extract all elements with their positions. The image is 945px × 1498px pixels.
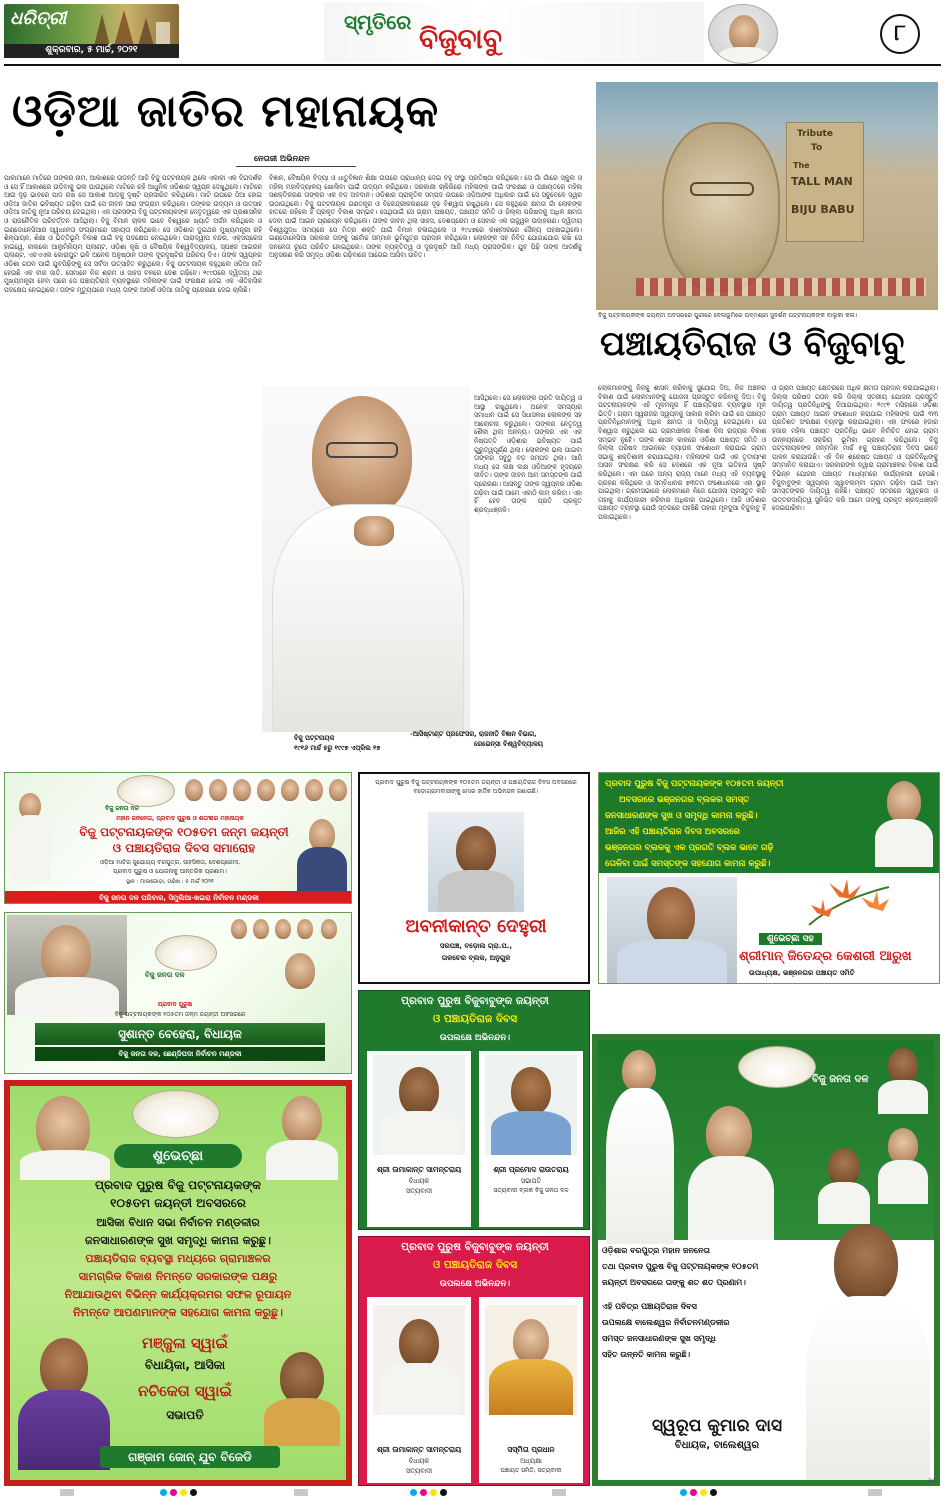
section-banner	[324, 2, 704, 62]
lily-flower-icon	[799, 879, 899, 927]
ad5-p1-place: ସତ୍ୟବାଦୀ	[405, 1187, 433, 1195]
magenta-swatch	[420, 1489, 427, 1496]
ad8-line1: ଓଡ଼ିଶାର ବରପୁତ୍ର ମହାନ ଜନନେତା	[602, 1246, 710, 1255]
sand-tribute-block	[786, 122, 864, 242]
glasses-shape	[326, 442, 398, 458]
ad4-person-photo	[607, 877, 737, 983]
ad5-photo-1	[373, 1055, 465, 1155]
ad6-line1: ପ୍ରବାଦ ପୁରୁଷ ବିଜୁବାବୁଙ୍କ ଜୟନ୍ତୀ	[401, 1241, 549, 1253]
ad7-line3: ଆସିକା ବିଧାନ ସଭା ନିର୍ବାଚନ ମଣ୍ଡଳୀର	[96, 1216, 260, 1229]
ad8-line7: ସହିତ ଉନ୍ନତି କାମନା କରୁଛି।	[602, 1350, 691, 1359]
ad5-p2-title: ସଭାପତି	[520, 1177, 542, 1185]
article2-column-2: ଓ ଗ୍ରାମ ପଞ୍ଚାୟତ କ୍ଷେତ୍ରରେ ଅଧିକ କ୍ଷମତା ପ୍ରଦାନ କରାଯାଇଥିଲା। ଜିଲ୍ଲା ପରିଷଦ ଗଠନ କରି ଜିଲ୍ଲା ସ୍ତରୀୟ ଯୋଜନା ପ୍ରସ୍ତୁତି ଦାୟିତ୍ୱ ପ୍ରତିନିଧିଙ୍କୁ ଦିଆଯାଇଥିଲା। ୧୯୯୧ ମସିହାରେ ଓଡ଼ିଶା ଗ୍ରାମ ପଞ୍ଚାୟତ ଆଇନ ସଂଶୋଧନ କରାଯାଇ ମହିଳାଙ୍କ ପାଇଁ ୩୩ ପ୍ରତିଶତ ସଂରକ୍ଷଣ ବ୍ୟବସ୍ଥା କରାଯାଇଥିଲା। ଏହା ଫଳରେ ହଜାର ହଜାର ମହିଳା ପଞ୍ଚାୟତ ପ୍ରତିନିଧି ଭାବେ ନିର୍ବାଚିତ ହୋଇ ଗ୍ରାମ ଉନ୍ନୟନରେ ସକ୍ରିୟ ଭୂମିକା ଗ୍ରହଣ କରିଥିଲେ। ବିଜୁ ପଟ୍ଟନାୟକଙ୍କ ଜନ୍ମଦିନ ମାର୍ଚ୍ଚ ୫କୁ ପଞ୍ଚାୟତିରାଜ ଦିବସ ଭାବେ ପାଳନ କରାଯାଉଛି। ଏହି ଦିନ ଶ୍ରେଷ୍ଠ ପଞ୍ଚାୟତ ଓ ପ୍ରତିନିଧିଙ୍କୁ ସମ୍ମାନିତ କରାଯାଏ। ସରକାରଙ୍କ ଦ୍ୱାରା ଗ୍ରାମାଞ୍ଚଳର ବିକାଶ ପାଇଁ ବିଭିନ୍ନ ଯୋଜନା ପଞ୍ଚାୟତ ମାଧ୍ୟମରେ କାର୍ଯ୍ୟକାରୀ ହେଉଛି। ବିଜୁବାବୁଙ୍କ ସ୍ୱପ୍ନର ସ୍ୱାବଲମ୍ବୀ ଗ୍ରାମ ଗଢ଼ିବା ପାଇଁ ଆମ ସମସ୍ତଙ୍କର ଦାୟିତ୍ୱ ରହିଛି। ପଞ୍ଚାୟତ ସ୍ତରରେ ସ୍ୱଚ୍ଛତା ଓ ଉତ୍ତରଦାୟିତ୍ୱ ସୁନିଶ୍ଚିତ କରି ଆମେ ତାଙ୍କୁ ପ୍ରକୃତ ଶ୍ରଦ୍ଧାଞ୍ଜଳି ଦେଇପାରିବା।	[772, 384, 938, 513]
ad8-leader-4	[816, 1144, 872, 1224]
ad4-leader-portrait	[871, 775, 937, 867]
ad6-photo-1	[373, 1305, 465, 1415]
ad6-card-2	[479, 1297, 583, 1483]
yellow-swatch	[700, 1489, 707, 1496]
cyan-swatch	[680, 1489, 687, 1496]
ad-swarup	[592, 1034, 940, 1486]
article1-col2b-text: ଆସିଥିଲେ। ସେ ଲୋକଙ୍କ ପ୍ରତି ଦାୟିତ୍ୱ ଓ ଆସ୍ଥା ରଖୁଥିଲେ। ଅନେକ ସମସ୍ୟାର ସମାଧାନ ପାଇଁ ସେ ସିଧାସଳଖ ଲୋକଙ୍କ ସହ ଆଲୋଚନା କରୁଥିଲେ। ତାଙ୍କର ନେତୃତ୍ୱ ଶୈଳୀ ଥିଲା ଅନନ୍ୟ। ତାଙ୍କର ଏକ ଏକ ନିଷ୍ପତ୍ତି ଓଡ଼ିଶାର ଭବିଷ୍ୟତ ପାଇଁ ଗୁରୁତ୍ୱପୂର୍ଣ୍ଣ ଥିଲା। ଲୋକଙ୍କ ଭଲ ପାଇବା ତାଙ୍କର ସବୁଠୁ ବଡ଼ ସମ୍ପଦ ଥିଲା। ଆଜି ମଧ୍ୟ ସେ ଲକ୍ଷ ଲକ୍ଷ ଓଡ଼ିଆଙ୍କ ହୃଦୟରେ ଜୀବିତ। ତାଙ୍କ ଜୀବନ ଆମ ସମସ୍ତଙ୍କ ପାଇଁ ପ୍ରେରଣା। ଆସନ୍ତୁ ତାଙ୍କ ସ୍ୱପ୍ନର ଓଡ଼ିଶା ଗଢ଼ିବା ପାଇଁ ଆମେ ଏକାଠି କାମ କରିବା। ଏହା ହିଁ ହେବ ତାଙ୍କ ପ୍ରତି ପ୍ରକୃତ ଶ୍ରଦ୍ଧାଞ୍ଜଳି।	[474, 394, 582, 514]
temple-graphic	[84, 8, 174, 46]
conch-shell-icon	[738, 1046, 816, 1088]
ad7-line6: ସାମଗ୍ରିକ ବିକାଶ ନିମନ୍ତେ ସରକାରଙ୍କ ପକ୍ଷରୁ	[78, 1270, 278, 1283]
ad6-p1-title: ବିଧାୟକ	[408, 1457, 430, 1465]
ad5-line3: ଉପଲକ୍ଷେ ଅଭିନନ୍ଦନ।	[439, 1033, 511, 1043]
ad6-photo-2	[485, 1305, 577, 1415]
ad8-leader-5	[876, 1124, 930, 1204]
yellow-swatch	[430, 1489, 437, 1496]
section-prefix: ସ୍ମୃତିରେ	[344, 10, 412, 34]
black-swatch	[190, 1489, 197, 1496]
sand-glasses	[690, 182, 754, 196]
article2-headline: ପଞ୍ଚାୟତିରାଜ ଓ ବିଜୁବାବୁ	[600, 324, 905, 364]
ad1-leader-photo	[11, 791, 51, 881]
ad7-name2: ନଚିକେତା ସ୍ୱାଇଁ	[138, 1382, 232, 1400]
article2-column-1: ଲୋକମାନଙ୍କୁ ନିଜକୁ ଶାସନ କରିବାକୁ ସୁଯୋଗ ଦିଅ, ନିଜ ଅଞ୍ଚଳର ବିକାଶ ପାଇଁ ଲୋକମାନଙ୍କୁ ଯୋଜନା ପ୍ରସ୍ତୁତ କରିବାକୁ ଦିଅ। ବିଜୁ ପଟ୍ଟନାୟକଙ୍କ ଏହି ମୂଳମନ୍ତ୍ର ହିଁ ପଞ୍ଚାୟତିରାଜ ବ୍ୟବସ୍ଥାର ମୂଳ ଭିତ୍ତି। ଗ୍ରାମ ସ୍ୱରାଜର ସ୍ୱପ୍ନକୁ ସାକାର କରିବା ପାଇଁ ସେ ପଞ୍ଚାୟତ ପ୍ରତିନିଧିମାନଙ୍କୁ ଅଧିକ କ୍ଷମତା ଓ ଦାୟିତ୍ୱ ଦେଇଥିଲେ। ସେ ବିଶ୍ୱାସ କରୁଥିଲେ ଯେ ଗ୍ରାମାଞ୍ଚଳର ବିକାଶ ବିନା ରାଜ୍ୟର ବିକାଶ ସମ୍ଭବ ନୁହେଁ। ତାଙ୍କ ଶାସନ କାଳରେ ଓଡ଼ିଶା ପଞ୍ଚାୟତ ସମିତି ଓ ଜିଲ୍ଲା ପରିଷଦ ଆଇନରେ ବ୍ୟାପକ ସଂଶୋଧନ କରାଯାଇ ଗ୍ରାମ ସଭାକୁ ଶକ୍ତିଶାଳୀ କରାଯାଇଥିଲା। ମହିଳାଙ୍କ ପାଇଁ ଏକ ତୃତୀୟାଂଶ ଆସନ ସଂରକ୍ଷଣ କରି ସେ ଦେଶରେ ଏକ ନୂଆ ଇତିହାସ ସୃଷ୍ଟି କରିଥିଲେ। ଏହା ପରେ ଅନ୍ୟ ରାଜ୍ୟ ମାନେ ମଧ୍ୟ ଏହି ବ୍ୟବସ୍ଥାକୁ ଗ୍ରହଣ କରିଥିଲେ ଓ ସମ୍ବିଧାନର ୭୩ତମ ସଂଶୋଧନରେ ଏହା ସ୍ଥାନ ପାଇଥିଲା। ଗ୍ରାମସଭାରେ ଲୋକମାନେ ନିଜେ ଯୋଜନା ପ୍ରସ୍ତୁତ କରି ତାହାକୁ କାର୍ଯ୍ୟକାରୀ କରିବାର ଅଧିକାର ପାଇଥିଲେ। ଆଜି ଓଡ଼ିଶାର ପଞ୍ଚାୟତ ବ୍ୟବସ୍ଥା ଯେଉଁ ସ୍ତରରେ ପହଞ୍ଚିଛି ତାହାର ମୂଳଦୁଆ ବିଜୁବାବୁ ହିଁ ପକାଇଥିଲେ।	[598, 384, 766, 521]
date-bar	[4, 44, 179, 58]
ad1-venue: ସ୍ଥାନ : ମାଲଗୋଡ଼ା, ତାରିଖ : ୫ ମାର୍ଚ୍ଚ ୨୦୨୧	[126, 879, 214, 885]
ad1-leaders-row	[181, 775, 351, 809]
ad-umakanta-sasmita	[358, 1236, 590, 1486]
magenta-swatch	[690, 1489, 697, 1496]
ad-aska-manjula	[4, 1080, 352, 1486]
article-leader	[4, 80, 586, 762]
black-swatch	[440, 1489, 447, 1496]
ad1-party: ବିଜୁ ଜନତା ଦଳ	[105, 805, 139, 812]
ad4-line1: ପ୍ରବାଦ ପୁରୁଷ ବିଜୁ ପଟ୍ଟନାୟକଙ୍କ ୧୦୫ତମ ଜୟନ୍ତୀ	[605, 779, 784, 789]
ad4-line4: ଆଜିର ଏହି ପଞ୍ଚାୟତିରାଜ ଦିବସ ଅବସରରେ	[605, 827, 740, 837]
yellow-swatch	[180, 1489, 187, 1496]
author-sign: -ଆସିଷ୍ଟାଣ୍ଟ ପ୍ରଫେସର, ରାଜନୀତି ବିଜ୍ଞାନ ବିଭାଗ,	[410, 730, 537, 738]
tribute-line-1: Tribute	[797, 129, 833, 139]
ad2-leaders	[225, 917, 349, 997]
tribute-line-3: The	[793, 161, 810, 170]
ad8-inner	[598, 1040, 934, 1480]
ad1-line3: ଓ ପଞ୍ଚାୟତିରାଜ ଦିବସ ସମାରୋହ	[112, 841, 256, 855]
ad2-party: ବିଜୁ ଜନତା ଦଳ	[145, 971, 185, 979]
conch-shell-icon	[155, 935, 217, 971]
article1-photo	[262, 386, 470, 732]
ad6-line3: ଉପଲକ୍ଷେ ଅଭିନନ୍ଦନ।	[439, 1279, 511, 1289]
print-bar	[294, 1489, 308, 1496]
ad5-photo-2	[485, 1055, 577, 1155]
author-sign-2: ରେଭେନ୍ସା ବିଶ୍ୱବିଦ୍ୟାଳୟ	[474, 740, 543, 748]
ad8-line2: ତଥା ପ୍ରବାଦ ପୁରୁଷ ବିଜୁ ପଟ୍ଟନାୟକଙ୍କ ୧୦୫ତମ	[602, 1262, 759, 1271]
ad4-title: ଉପାଧ୍ୟକ୍ଷ, ଭଞ୍ଜନଗର ପଞ୍ଚାୟତ ସମିତି	[749, 969, 855, 977]
sand-art-photo	[596, 82, 938, 310]
tribute-line-4: TALL MAN	[791, 175, 853, 188]
ad5-card-2	[479, 1051, 583, 1227]
ad7-line4: ଜନସାଧାରଣଙ୍କ ସୁଖ ସମୃଦ୍ଧି କାମନା କରୁଛୁ।	[85, 1234, 271, 1247]
ad7-line2: ୧୦୫ତମ ଜୟନ୍ତୀ ଅବସରରେ	[110, 1196, 246, 1210]
tribute-line-2: To	[811, 143, 823, 153]
ad2-name: ସୁଶାନ୍ତ ବେହେରା, ବିଧାୟକ	[35, 1023, 325, 1045]
ad7-leader-left	[14, 1090, 114, 1180]
section-name: ବିଜୁବାବୁ	[419, 22, 503, 55]
ad6-card-1	[367, 1297, 471, 1483]
cyan-swatch	[410, 1489, 417, 1496]
ad6-p1-place: ସତ୍ୟବାଦୀ	[405, 1467, 433, 1475]
ad1-line4: ଓଡ଼ିଆ ମାଟିର ସୁଯୋଗ୍ୟ ବରପୁତ୍ର, ସାହସିକତା, ଦେଶପ୍ରେମୀ,	[99, 859, 241, 866]
ad5-card-1	[367, 1051, 471, 1227]
masthead-portrait	[708, 4, 778, 64]
ad-abanikanta	[358, 772, 590, 984]
ad8-name: ସ୍ୱରୂପ କୁମାର ଦାସ	[651, 1416, 783, 1436]
photo-caption: ବିଜୁ ପଟ୍ଟନାୟକ	[294, 734, 335, 742]
ad8-line6: ସମସ୍ତ ଜନସାଧାରଣଙ୍କ ସୁଖ ସମୃଦ୍ଧି	[602, 1334, 716, 1343]
ad7-person-1	[14, 1330, 114, 1470]
ad3-title: ସରପଞ୍ଚ, ବଡ଼ୋଲ ଗ୍ରା.ପ.,	[439, 942, 513, 950]
ad7-line7: ନିଆଯାଉଥିବା ବିଭିନ୍ନ କାର୍ଯ୍ୟକ୍ରମର ସଫଳ ରୂପାୟନ	[64, 1288, 292, 1301]
ad7-greeting: ଶୁଭେଚ୍ଛା	[114, 1144, 242, 1168]
ad7-name1: ମଞ୍ଜୁଳା ସ୍ୱାଇଁ	[142, 1334, 228, 1352]
ad7-title1: ବିଧାୟିକା, ଆସିକା	[144, 1358, 226, 1372]
ad2-line2: ବିଜୁ ପଟ୍ଟନାୟକଙ୍କ ୧୦୫ତମ ଜନ୍ମ ଜୟନ୍ତୀ ଅବସରରେ	[114, 1011, 246, 1018]
ad6-p2-title: ଅଧ୍ୟକ୍ଷା	[520, 1457, 542, 1465]
ad5-p1-name: ଶ୍ରୀ ଉମାକାନ୍ତ ସାମନ୍ତରାୟ	[376, 1165, 462, 1174]
ad2-footer: ବିଜୁ ଜନତା ଦଳ, ଛେଣ୍ଡିପଦା ନିର୍ବାଚନ ମଣ୍ଡଳୀ	[35, 1047, 325, 1061]
ad4-line3: ଜନସାଧାରଣଙ୍କ ସୁଖ ଓ ସମୃଦ୍ଧି କାମନା କରୁଛି।	[605, 811, 758, 821]
cyan-swatch	[160, 1489, 167, 1496]
ad5-p2-place: ସତ୍ୟବାଦୀ ବ୍ଲକ ବିଜୁ ଜନତା ଦଳ	[493, 1187, 569, 1194]
article1-column-1: ପାକାମାନେ ମାତିରେ ତାଙ୍କର ନାମ, ଆକାଶରେ ଉଡ଼ନ୍ତି ଆଜି ବିଜୁ ପଟ୍ଟନାୟକ ଥିଲେ ଏକାକୀ ଏକ ଦିଗଦର୍ଶକ ଓ ସେ ହିଁ ଆକାଶରେ ଉଡ଼ିବାକୁ ଭଲ ପାଉଥିଲେ ମାଟିରେ ରହି ଆଧୁନିକ ଓଡ଼ିଶାର ସ୍ୱପ୍ନ ଦେଖୁଥିଲେ। ମାଟିରେ ଆଉ ଦୃଢ଼ ଭାବରେ ପାଦ ରଖି ସେ ଆକାଶ ଆଡ଼କୁ ଦୃଷ୍ଟି ପ୍ରସାରିତ କରିଥିଲେ। ମାଟି ଉପରେ ଠିଆ ହୋଇ ଓଡ଼ିଆ ଜାତିର ଭବିଷ୍ୟତ ଗଢ଼ିବା ପାଇଁ ସେ ଜୀବନ ସାରା ସଂଗ୍ରାମ କରିଥିଲେ। ତାଙ୍କର ଉଦ୍ୟମ ଓ ଉତ୍ସାହ ଓଡ଼ିଆ ଜାତିକୁ ନୂଆ ପରିଚୟ ଦେଇଥିଲା। ଏକ ପ୍ରସଙ୍ଗ ବିଜୁ ପଟ୍ଟନାୟକଙ୍କ ନେତୃତ୍ୱରେ ଏକ ପ୍ରଶାସନିକ ଓ ରାଜନୈତିକ ପରିବର୍ତ୍ତନ ଆସିଥିଲା। ବିଜୁ ବିମାନ ଚାଳକ ଭାବେ ବିଶ୍ୱରେ ଖ୍ୟାତି ଅର୍ଜନ କରିଥିଲେ ଓ ଇଣ୍ଡୋନେସିଆର ସ୍ୱାଧୀନତା ସଂଗ୍ରାମରେ ସହାୟତା କରିଥିଲେ। ସେ ଓଡ଼ିଶାର ଦୁଇଥର ମୁଖ୍ୟମନ୍ତ୍ରୀ ରହି ଶିଳ୍ପାୟନ, ଶିକ୍ଷା ଓ ଭିତ୍ତିଭୂମି ବିକାଶ ପାଇଁ ବହୁ ପଦକ୍ଷେପ ନେଇଥିଲେ। ପାରାଦ୍ୱୀପ ବନ୍ଦର, ଏକ୍ସପ୍ରେସ ହାଇୱେ, ନାଲକୋ ଆଲୁମିନିୟମ ପ୍ଲାଣ୍ଟ, ଓଡ଼ିଶା କୃଷି ଓ ବୈଷୟିକ ବିଶ୍ୱବିଦ୍ୟାଳୟ, ସ୍ପଞ୍ଜ ଆଇରନ ପ୍ଲାଣ୍ଟ, ଏଚଏଏଲ କୋରାପୁଟ ଭଳି ଅନେକ ଅନୁଷ୍ଠାନ ତାଙ୍କ ଦୂରଦୃଷ୍ଟିର ପରିଚୟ ଦିଏ। ତାଙ୍କ ସ୍ୱପ୍ନର ଓଡ଼ିଶା ଗଠନ ପାଇଁ ଯୁବପିଢ଼ିଙ୍କୁ ସେ ସର୍ବଦା ଉତ୍ସାହିତ କରୁଥିଲେ। ବିଜୁ ପଟ୍ଟନାୟକ କହୁଥିଲେ ଓଡ଼ିଆ ଜାତି ହେଉଛି ଏକ ବୀର ଜାତି, ସେମାନେ ନିଜ ଶ୍ରମ ଓ ସାହସ ବଳରେ ଦେଶ ଗଢ଼ିବେ। ୧୯୯୦ରେ ଦ୍ୱିତୀୟ ଥର ମୁଖ୍ୟମନ୍ତ୍ରୀ ହେବା ପରେ ସେ ପଞ୍ଚାୟତିରାଜ ବ୍ୟବସ୍ଥାରେ ମହିଳାଙ୍କ ପାଇଁ ସଂରକ୍ଷଣ ଦେଇ ଏକ ଐତିହାସିକ ପଦକ୍ଷେପ ନେଇଥିଲେ। ତାଙ୍କ ମୃତ୍ୟୁପରେ ମଧ୍ୟ ତାଙ୍କ ଆଦର୍ଶ ଓଡ଼ିଆ ଜାତିକୁ ପ୍ରେରଣା ଦେଇ ଚାଲିଛି।	[4, 174, 262, 294]
ad4-name: ଶ୍ରୀମାନ୍ ଜିତେନ୍ଦ୍ର କେଶରୀ ଆରୁଖ	[739, 949, 912, 964]
ad3-photo	[428, 812, 524, 912]
ad3-place: ତାଳଚେର ବ୍ଲକ, ଅନୁଗୁଳ	[441, 954, 511, 962]
sand-pattern-band	[636, 278, 926, 296]
ad6-p1-name: ଶ୍ରୀ ଉମାକାନ୍ତ ସାମନ୍ତରାୟ	[376, 1445, 462, 1454]
ad8-leader-2	[682, 1100, 778, 1240]
ad4-line2: ଅବସରରେ ଭଞ୍ଜନଗର ବ୍ଲକର ସମସ୍ତ	[619, 795, 750, 805]
article1-byline: ନେତାଜୀ ଅଭିନନ୍ଦନ	[254, 154, 310, 163]
ad4-line5: ଭଞ୍ଜନଗର ବ୍ଲକକୁ ଏକ ପ୍ରଗତି ବ୍ଲକ ଭାବେ ଗଢ଼ି	[605, 843, 774, 853]
ad7-person-2	[260, 1346, 344, 1446]
ad1-footer: ବିଜୁ ଜନତା ଦଳ ପରିବାର, ସିମୁଲିଆ-ଖଇରା ନିର୍ବାଚନ ମଣ୍ଡଳୀ	[5, 891, 352, 904]
ad6-line2: ଓ ପଞ୍ଚାୟତିରାଜ ଦିବସ	[432, 1259, 518, 1271]
ad2-leader-portrait	[7, 915, 127, 1015]
issue-date: ଶୁକ୍ରବାର, ୫ ମାର୍ଚ୍ଚ, ୨୦୨୧	[45, 45, 138, 55]
ad8-title: ବିଧାୟକ, ବାଲେଶ୍ୱର	[674, 1440, 760, 1451]
ad8-line5: ଉପଲକ୍ଷେ ବାଲେଶ୍ୱର ନିର୍ବାଚନମଣ୍ଡଳୀର	[602, 1318, 730, 1327]
ad7-line5: ପଞ୍ଚାୟତିରାଜ ବ୍ୟବସ୍ଥା ମଧ୍ୟରେ ଗ୍ରାମାଞ୍ଚଳର	[85, 1252, 271, 1265]
ad7-title2: ସଭାପତି	[166, 1408, 204, 1422]
ad3-name: ଅବନୀକାନ୍ତ ଦେହୁରୀ	[405, 916, 547, 937]
print-bar	[552, 1489, 566, 1496]
ad8-line3: ଜୟନ୍ତୀ ଅବସରରେ ତାଙ୍କୁ ଶତ ଶତ ପ୍ରଣାମ।	[602, 1278, 746, 1287]
ad5-p1-title: ବିଧାୟକ	[408, 1177, 430, 1185]
ad6-p2-place: ପଞ୍ଚାୟତ ସମିତି, ସତ୍ୟବାଦୀ	[500, 1467, 562, 1474]
article1-headline: ଓଡ଼ିଆ ଜାତିର ମହାନାୟକ	[12, 86, 440, 137]
photo-dates: ୧୯୧୬ ମାର୍ଚ୍ଚ ୫ରୁ ୧୯୯୭ ଏପ୍ରିଲ ୧୭	[294, 744, 381, 752]
conch-shell-icon	[117, 775, 175, 807]
ad2-line1: ପ୍ରବାଦ ପୁରୁଷ	[157, 1001, 193, 1008]
ad5-line2: ଓ ପଞ୍ଚାୟତିରାଜ ଦିବସ	[432, 1013, 518, 1025]
ad8-party: ବିଜୁ ଜନତା ଦଳ	[812, 1074, 869, 1085]
page-number: ୮	[894, 21, 906, 46]
masthead-rule	[4, 64, 941, 66]
article1-column-2b	[474, 394, 582, 724]
ad1-right-photo	[295, 811, 349, 891]
ad1-line5: ପ୍ରବାଦ ପୁରୁଷ ଓ ଯୋଜନାକୁ ଆନ୍ତରିକ ପ୍ରଣାମ।	[113, 868, 227, 875]
ad8-line4: ଏହି ପବିତ୍ର ପଞ୍ଚାୟତିରାଜ ଦିବସ	[602, 1302, 697, 1311]
ad7-line1: ପ୍ରବାଦ ପୁରୁଷ ବିଜୁ ପଟ୍ଟନାୟକଙ୍କ	[94, 1178, 261, 1192]
masthead	[0, 0, 945, 68]
ad3-intro: ପ୍ରବାଦ ପୁରୁଷ ବିଜୁ ପଟ୍ଟନାୟକଙ୍କ ୧୦୫ତମ ଜୟନ୍ତୀ ଓ ପଞ୍ଚାୟତିରାଜ ଦିବସ ଅବସରରେ ବଡ଼ୋଗ୍ରାମବାସୀଙ୍କୁ ମୋର ହାର୍ଦ୍ଦିକ ଅଭିନନ୍ଦନ ଜଣାଉଛି।	[375, 779, 577, 795]
ad5-p2-name: ଶ୍ରୀ ପ୍ରମୋଦ ରାଉତରାୟ	[493, 1165, 569, 1174]
ad6-p2-name: ସସ୍ମିତା ପ୍ରଧାନ	[507, 1445, 555, 1454]
page-code: 36	[928, 1478, 936, 1485]
ad4-line6: ତୋଳିବା ପାଇଁ ସମସ୍ତଙ୍କ ସହଯୋଗ କାମନା କରୁଛି।	[605, 859, 771, 869]
sand-portrait	[662, 122, 780, 292]
print-bar	[868, 1489, 882, 1496]
conch-shell-icon	[132, 1090, 220, 1138]
ad7-inner	[10, 1086, 346, 1480]
black-swatch	[710, 1489, 717, 1496]
logo-text: ଧରିତ୍ରୀ	[10, 8, 67, 29]
magenta-swatch	[170, 1489, 177, 1496]
ad-jitendra	[598, 772, 940, 984]
ad7-line8: ନିମନ୍ତେ ଆପଣମାନଙ୍କ ସହଯୋଗ କାମନା କରୁଛୁ।	[73, 1306, 283, 1319]
ad1-line2: ବିଜୁ ପଟ୍ଟନାୟକଙ୍କ ୧୦୫ତମ ଜନ୍ମ ଜୟନ୍ତୀ	[79, 825, 289, 839]
byline-rule	[236, 166, 356, 167]
ad-umakanta-pramod	[358, 990, 590, 1230]
ad5-line1: ପ୍ରବାଦ ପୁରୁଷ ବିଜୁବାବୁଙ୍କ ଜୟନ୍ତୀ	[401, 995, 549, 1007]
ad7-leader-right	[260, 1090, 344, 1180]
page-number-badge	[880, 14, 920, 54]
ad-sushanta	[4, 912, 352, 1074]
ad-bjd-samaroha	[4, 772, 352, 904]
ad8-leader-3	[876, 1044, 930, 1114]
ad7-footer: ଗଞ୍ଜାମ ଜୋନ୍ ଯୁବ ବିଜେଡି	[100, 1446, 280, 1468]
ad8-leader-1	[600, 1044, 680, 1244]
article1-column-2: ବିଜ୍ଞାନ, ବୈଷୟିକ ବିଦ୍ୟା ଓ ଧାତୁବିଜ୍ଞାନ ଶିକ୍ଷା ଉପରେ ପ୍ରାଧାନ୍ୟ ଦେଇ ବହୁ ସଂସ୍ଥା ପ୍ରତିଷ୍ଠା କରିଥିଲେ। ସେ ଗାଁ ଗାଁରେ ସ୍କୁଲ ଓ ମହିଳା ମହାବିଦ୍ୟାଳୟ ଖୋଲିବା ପାଇଁ ଉଦ୍ୟମ କରିଥିଲେ। ସରକାରୀ ଚାକିରିରେ ମହିଳାଙ୍କ ପାଇଁ ସଂରକ୍ଷଣ ଓ ପଞ୍ଚାୟତରେ ମହିଳା ସଶକ୍ତିକରଣ ତାଙ୍କର ଏକ ବଡ଼ ଅବଦାନ। ଓଡ଼ିଶାର ପ୍ରାକୃତିକ ସମ୍ପଦ ଉପରେ ଓଡ଼ିଆଙ୍କ ଅଧିକାର ପାଇଁ ସେ ସବୁବେଳେ ସ୍ୱର ଉଠାଉଥିଲେ। ବିଜୁ ପଟ୍ଟନାୟକ ଗଣତନ୍ତ୍ର ଓ ବିକେନ୍ଦ୍ରୀକରଣରେ ଦୃଢ଼ ବିଶ୍ୱାସ ରଖୁଥିଲେ। ସେ କହୁଥିଲେ କ୍ଷମତା ଗାଁ ଲୋକଙ୍କ ହାତରେ ରହିଲେ ହିଁ ପ୍ରକୃତ ବିକାଶ ସମ୍ଭବ। ସେଥିପାଇଁ ସେ ଗ୍ରାମ ପଞ୍ଚାୟତ, ପଞ୍ଚାୟତ ସମିତି ଓ ଜିଲ୍ଲା ପରିଷଦକୁ ଅଧିକ କ୍ଷମତା ଦେବା ପାଇଁ ଆଇନ ପ୍ରଣୟନ କରିଥିଲେ। ତାଙ୍କ ଜୀବନ ଥିଲା ସାହସ, ଦେଶପ୍ରେମ ଓ ସେବାର ଏକ ଉଜ୍ଜ୍ୱଳ ଉଦାହରଣ। ଦ୍ୱିତୀୟ ବିଶ୍ୱଯୁଦ୍ଧ ସମୟରେ ସେ ମିତ୍ର ଶକ୍ତି ପାଇଁ ବିମାନ ଚଳାଇଥିଲେ ଓ ୧୯୪୭ରେ କାଶ୍ମୀରରେ ସୈନ୍ୟ ପହଞ୍ଚାଇଥିଲେ। ଇଣ୍ଡୋନେସିଆ ସରକାର ତାଙ୍କୁ ସର୍ବୋଚ୍ଚ ସମ୍ମାନ ଭୂମିପୁତ୍ର ପ୍ରଦାନ କରିଥିଲେ। ଲୋକଙ୍କ ସହ ନିବିଡ଼ ଯୋଗାଯୋଗ ରଖି ସେ ଜନନେତା ରୂପେ ପରିଚିତ ହୋଇଥିଲେ। ତାଙ୍କ ବ୍ୟକ୍ତିତ୍ୱ ଓ ଦୂରଦୃଷ୍ଟି ଆଜି ମଧ୍ୟ ପ୍ରାସଙ୍ଗିକ। ଯୁବ ପିଢ଼ି ତାଙ୍କ ଆଦର୍ଶକୁ ଅନୁସରଣ କରି ସମୃଦ୍ଧ ଓଡ଼ିଶା ଗଢ଼ିବାରେ ଆଗେଇ ଆସିବା ଉଚିତ।	[269, 174, 582, 260]
ad4-greeting: ଶୁଭେଚ୍ଛା ସହ	[759, 933, 822, 945]
print-registration-marks	[0, 1488, 945, 1498]
print-bar	[60, 1489, 74, 1496]
tribute-line-5: BIJU BABU	[791, 203, 855, 216]
sand-art-caption: ବିଜୁ ପଟ୍ଟନାୟକଙ୍କ ଜୟନ୍ତୀ ଅବସରରେ ପୁରୀରେ ବେଳାଭୂମିରେ ପଦ୍ମଶ୍ରୀ ସୁଦର୍ଶନ ପଟ୍ଟନାୟକଙ୍କ ବାଲୁକା କଳା।	[598, 312, 858, 319]
ad1-line1: ମହାନ ଜନନେତା, ପ୍ରବାଦ ପୁରୁଷ ଓ ଶତାବ୍ଦୀର ମହାନାୟକ	[116, 815, 244, 822]
